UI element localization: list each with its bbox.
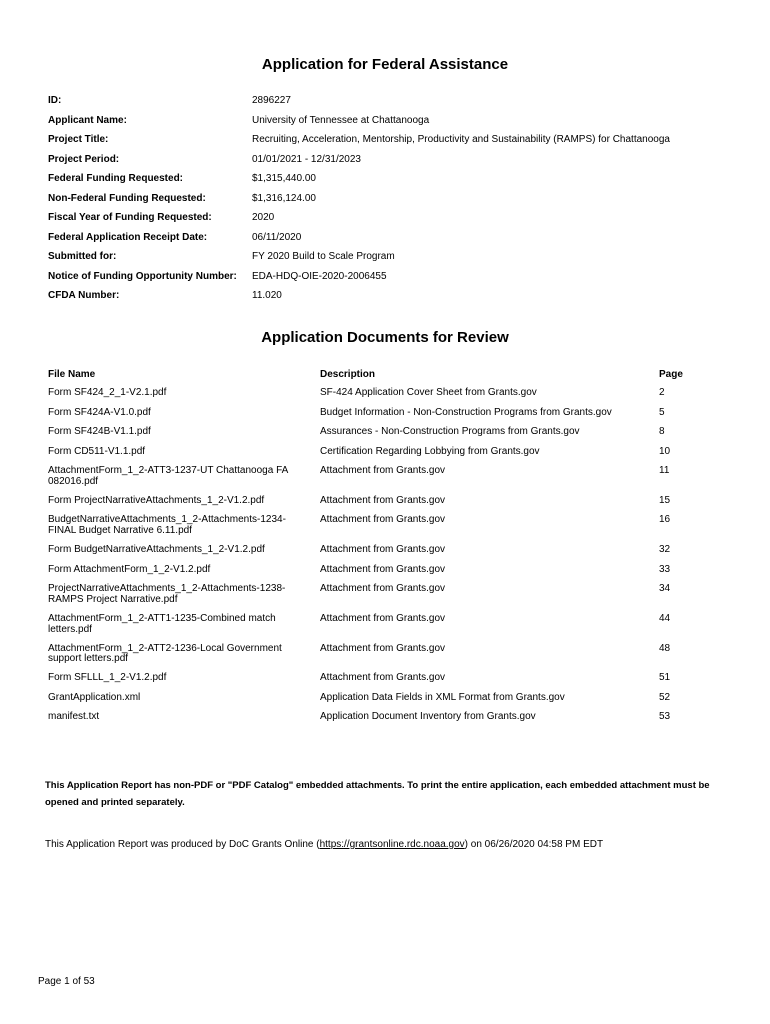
- file-name-cell: BudgetNarrativeAttachments_1_2-Attachments-1234-FINAL Budget Narrative 6.11.pdf: [48, 514, 286, 536]
- header-file-name: File Name: [48, 369, 96, 380]
- info-row: [48, 115, 748, 135]
- page-cell: 32: [659, 544, 671, 555]
- page-cell: 52: [659, 691, 671, 703]
- description-cell: Attachment from Grants.gov: [320, 544, 446, 555]
- file-name-cell: Form ProjectNarrativeAttachments_1_2-V1.2.pdf: [48, 494, 265, 506]
- table-row: [48, 673, 748, 693]
- page-cell: 44: [659, 613, 671, 624]
- file-name-cell: AttachmentForm_1_2-ATT2-1236-Local Government support letters.pdf: [48, 642, 282, 664]
- info-row: [48, 95, 748, 115]
- page-cell: 5: [659, 406, 665, 418]
- description-cell: Attachment from Grants.gov: [320, 613, 446, 624]
- description-cell: SF-424 Application Cover Sheet from Grants.gov: [320, 387, 537, 398]
- file-name-cell: Form SF424_2_1-V2.1.pdf: [48, 387, 167, 398]
- info-label: ID:: [48, 95, 62, 106]
- file-name-cell: Form BudgetNarrativeAttachments_1_2-V1.2.pdf: [48, 544, 265, 555]
- description-cell: Attachment from Grants.gov: [320, 494, 446, 506]
- table-row: [48, 712, 748, 732]
- info-row: [48, 251, 748, 271]
- documents-table: [48, 369, 748, 732]
- page-number: Page 1 of 53: [38, 976, 95, 987]
- file-name-cell: ProjectNarrativeAttachments_1_2-Attachments-1238-RAMPS Project Narrative.pdf: [48, 583, 286, 605]
- description-cell: Attachment from Grants.gov: [320, 642, 446, 654]
- file-name-cell: Form AttachmentForm_1_2-V1.2.pdf: [48, 563, 211, 575]
- grants-online-link[interactable]: https://grantsonline.rdc.noaa.gov: [319, 839, 465, 850]
- table-row: [48, 447, 748, 467]
- table-row: [48, 466, 748, 496]
- description-cell: Budget Information - Non-Construction Programs from Grants.gov: [320, 406, 612, 418]
- info-label: Project Period:: [48, 153, 120, 165]
- table-row: [48, 614, 748, 644]
- table-row: [48, 565, 748, 585]
- page-cell: 48: [659, 642, 671, 654]
- info-row: [48, 290, 748, 310]
- info-label: Federal Application Receipt Date:: [48, 231, 208, 243]
- header-description: Description: [320, 369, 376, 380]
- info-value: $1,316,124.00: [252, 192, 316, 204]
- file-name-cell: GrantApplication.xml: [48, 691, 141, 703]
- page-cell: 15: [659, 494, 671, 506]
- info-value: 2896227: [252, 95, 291, 106]
- page-cell: 8: [659, 426, 665, 437]
- table-row: [48, 693, 748, 713]
- info-label: Federal Funding Requested:: [48, 173, 184, 184]
- info-value: EDA-HDQ-OIE-2020-2006455: [252, 270, 387, 282]
- info-row: [48, 134, 748, 154]
- page-cell: 16: [659, 514, 671, 525]
- description-cell: Attachment from Grants.gov: [320, 465, 446, 476]
- produced-prefix: This Application Report was produced by DoC Grants Online (: [45, 839, 320, 850]
- page-cell: 11: [659, 465, 670, 476]
- info-row: [48, 193, 748, 213]
- info-value: Recruiting, Acceleration, Mentorship, Productivity and Sustainability (RAMPS) for Chattanooga: [252, 134, 670, 145]
- documents-table-body: [48, 388, 748, 732]
- info-value: 2020: [252, 212, 275, 223]
- info-label: Fiscal Year of Funding Requested:: [48, 212, 212, 223]
- page-cell: 33: [659, 563, 671, 575]
- description-cell: Attachment from Grants.gov: [320, 563, 446, 575]
- table-row: [48, 496, 748, 516]
- info-value: 06/11/2020: [252, 231, 302, 243]
- table-row: [48, 515, 748, 545]
- description-cell: Application Document Inventory from Grants.gov: [320, 711, 536, 722]
- file-name-cell: Form SFLLL_1_2-V1.2.pdf: [48, 672, 167, 683]
- table-row: [48, 644, 748, 674]
- info-value: 11.020: [252, 290, 282, 301]
- info-row: [48, 154, 748, 174]
- info-label: Submitted for:: [48, 251, 117, 262]
- info-row: [48, 271, 748, 291]
- page-cell: 34: [659, 583, 671, 594]
- description-cell: Attachment from Grants.gov: [320, 672, 446, 683]
- file-name-cell: manifest.txt: [48, 711, 100, 722]
- info-row: [48, 212, 748, 232]
- info-label: Non-Federal Funding Requested:: [48, 192, 206, 204]
- page-cell: 51: [659, 672, 671, 683]
- info-label: Project Title:: [48, 134, 109, 145]
- table-row: [48, 388, 748, 408]
- info-value: 01/01/2021 - 12/31/2023: [252, 153, 361, 165]
- page-title: Application for Federal Assistance: [261, 56, 509, 73]
- table-row: [48, 545, 748, 565]
- info-value: $1,315,440.00: [252, 173, 316, 184]
- description-cell: Assurances - Non-Construction Programs from Grants.gov: [320, 426, 580, 437]
- produced-suffix: ) on 06/26/2020 04:58 PM EDT: [464, 839, 604, 850]
- table-row: [48, 427, 748, 447]
- application-info: [48, 95, 748, 310]
- description-cell: Certification Regarding Lobbying from Grants.gov: [320, 445, 540, 457]
- file-name-cell: Form SF424A-V1.0.pdf: [48, 406, 151, 418]
- documents-title: Application Documents for Review: [261, 329, 509, 346]
- info-row: [48, 232, 748, 252]
- file-name-cell: AttachmentForm_1_2-ATT1-1235-Combined match letters.pdf: [48, 613, 276, 635]
- documents-table-header: [48, 369, 748, 388]
- produced-by-line: [45, 839, 745, 850]
- info-label: Notice of Funding Opportunity Number:: [48, 270, 237, 282]
- description-cell: Attachment from Grants.gov: [320, 583, 446, 594]
- info-value: FY 2020 Build to Scale Program: [252, 251, 395, 262]
- table-row: [48, 584, 748, 614]
- info-row: [48, 173, 748, 193]
- info-label: Applicant Name:: [48, 114, 127, 126]
- info-label: CFDA Number:: [48, 290, 120, 301]
- file-name-cell: Form SF424B-V1.1.pdf: [48, 426, 151, 437]
- page-cell: 53: [659, 711, 671, 722]
- description-cell: Attachment from Grants.gov: [320, 514, 446, 525]
- embedded-attachments-note: This Application Report has non-PDF or "PDF Catalog" embedded attachments. To print the entire application, each embedded attachment must be opened and printed separately.: [45, 780, 710, 808]
- table-row: [48, 408, 748, 428]
- info-value: University of Tennessee at Chattanooga: [252, 114, 430, 126]
- page-cell: 2: [659, 387, 665, 398]
- description-cell: Application Data Fields in XML Format from Grants.gov: [320, 691, 565, 703]
- file-name-cell: AttachmentForm_1_2-ATT3-1237-UT Chattanooga FA 082016.pdf: [48, 465, 288, 487]
- file-name-cell: Form CD511-V1.1.pdf: [48, 445, 146, 457]
- header-page: Page: [659, 369, 683, 380]
- page-cell: 10: [659, 445, 671, 457]
